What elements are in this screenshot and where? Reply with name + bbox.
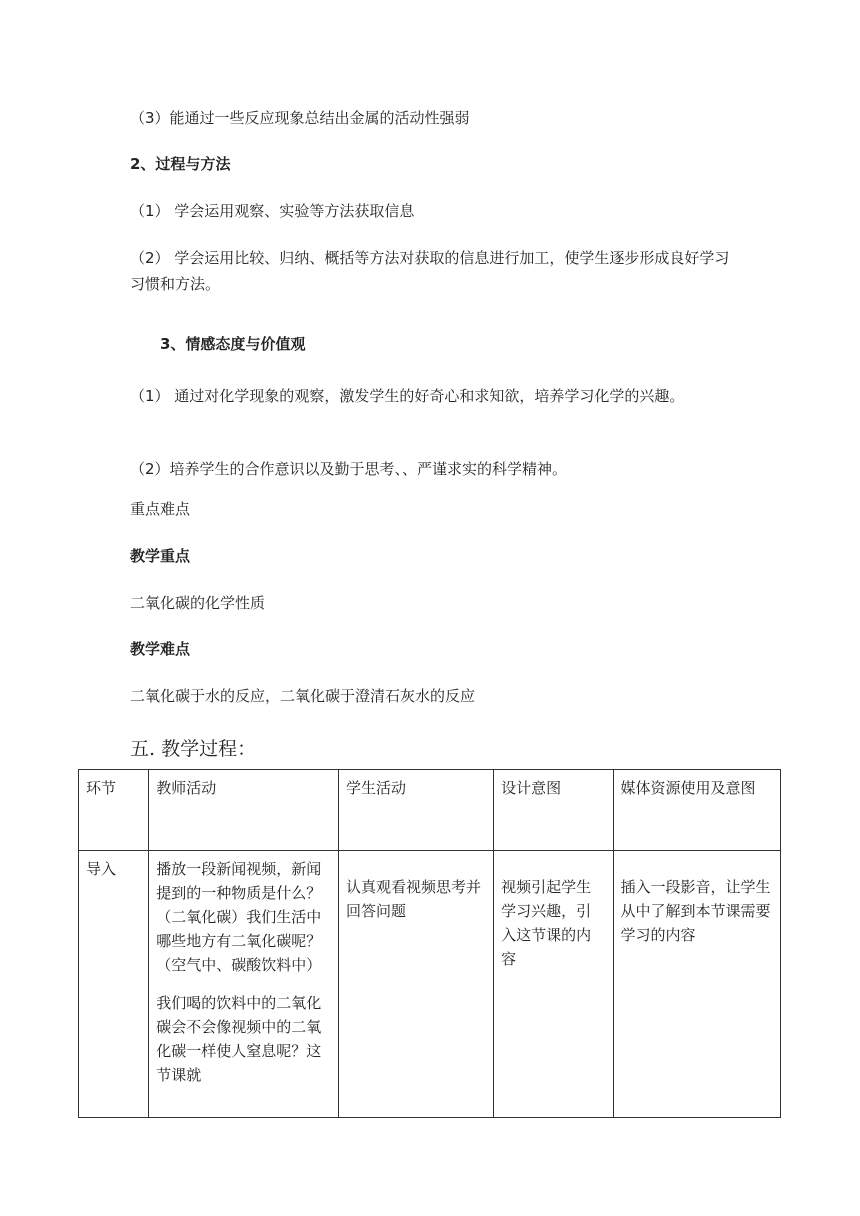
focus-text: 二氧化碳的化学性质 (130, 594, 266, 612)
difficulty-label: 教学难点 (130, 640, 191, 658)
header-student-activity: 学生活动 (339, 770, 494, 851)
section-2-title: 2、过程与方法 (130, 155, 231, 173)
cell-media-resources: 插入一段影音，让学生从中了解到本节课需要学习的内容 (613, 851, 780, 1118)
process-title: 五. 教学过程： (130, 738, 257, 760)
header-design-intent: 设计意图 (494, 770, 613, 851)
teacher-activity-p2: 我们喝的饮料中的二氧化碳会不会像视频中的二氧化碳一样使人窒息呢？这节课就 (156, 994, 322, 1084)
focus-label: 教学重点 (130, 547, 191, 565)
cell-design-intent: 视频引起学生学习兴趣，引入这节课的内容 (494, 851, 613, 1118)
table-row (79, 851, 781, 1118)
section-3-item-1: （1） 通过对化学现象的观察，激发学生的好奇心和求知欲，培养学习化学的兴趣。 (130, 387, 685, 405)
objective-item-3: （3）能通过一些反应现象总结出金属的活动性强弱 (130, 109, 470, 127)
cell-teacher-activity (149, 851, 339, 1118)
header-teacher-activity: 教师活动 (149, 770, 339, 851)
cell-stage: 导入 (79, 851, 149, 1118)
section-2-item-1: （1） 学会运用观察、实验等方法获取信息 (130, 202, 415, 220)
process-table (78, 769, 781, 1118)
section-3-title: 3、情感态度与价值观 (160, 335, 306, 353)
teacher-activity-p1: 播放一段新闻视频，新闻提到的一种物质是什么？ （二氧化碳）我们生活中哪些地方有二氧化碳呢？（空气中、碳酸饮料中） (156, 860, 322, 974)
cell-student-activity: 认真观看视频思考并回答问题 (339, 851, 494, 1118)
difficulty-text: 二氧化碳于水的反应，二氧化碳于澄清石灰水的反应 (130, 687, 476, 705)
section-2-item-2: （2） 学会运用比较、归纳、概括等方法对获取的信息进行加工，使学生逐步形成良好学习习惯和方法。 (130, 249, 730, 293)
header-stage: 环节 (79, 770, 149, 851)
table-header-row (79, 770, 781, 851)
section-3-item-2: （2）培养学生的合作意识以及勤于思考、、严谨求实的科学精神。 (130, 460, 568, 478)
key-points-heading: 重点难点 (130, 500, 191, 518)
header-media-resources: 媒体资源使用及意图 (613, 770, 780, 851)
